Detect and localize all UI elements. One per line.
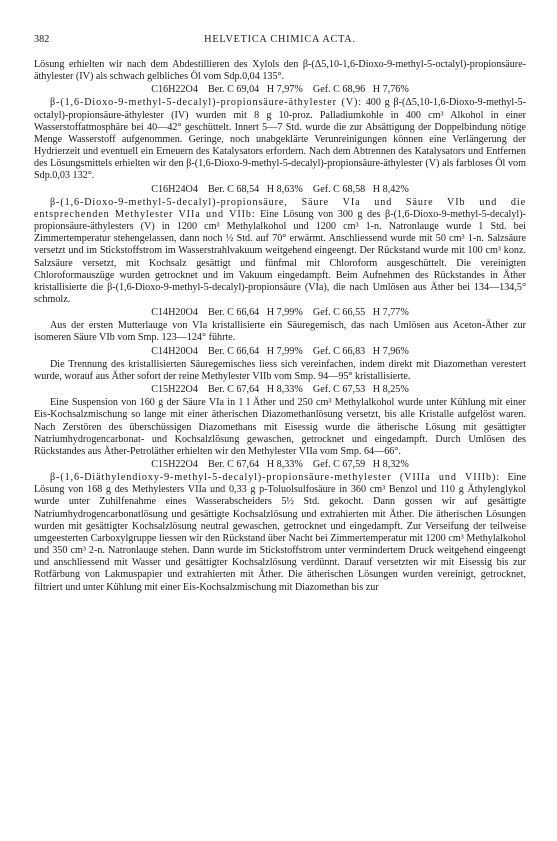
analysis-line: C15H22O4 Ber. C 67,64 H 8,33% Gef. C 67,59 H 8,32% [151, 459, 409, 470]
text-paragraph: Eine Suspension von 160 g der Säure VIa in 1 l Äther und 250 cm³ Methylalkohol wurde unter Kühlung mit einer Eis-Kochsalzmischung so lange mit einer ätherischen Diazomethanlösung versetzt, bis alle Kristalle aufgelöst waren. Nach Zerstören des überschüssigen Diazomethans mit Eisessig wurde die ätherische Lösung mit gesättigter Natriumhydrogencarbonat- und Kochsalzlösung gewaschen, getrocknet und eingedampft. Durch Umlösen des Rückstandes aus Äther-Petroläther erhielten wir den Methylester VIIa vom Smp. 64—66°. [34, 397, 526, 457]
journal-title: HELVETICA CHIMICA ACTA. [204, 34, 356, 45]
running-header [34, 34, 526, 48]
paragraph-text: Eine Lösung von 168 g des Methylesters VIIa und 0,33 g p-Toluolsulfosäure in 360 cm³ Benzol und 110 g Äthylenglykol wurde unter Zuhilfenahme eines Wasserabscheiders 5½ Std. gekocht. Dann gossen wir auf gesättigte Natriumhydrogencarbonatlösung und gesättigte Kochsalzlösung und extrahierten mit Äther. Die ätherischen Lösungen wurden mit gesättigter Kochsalzlösung neutral gewaschen, getrocknet und eingedampft. Zur Verseifung der teilweise umgeesterten Carboxylgruppe liessen wir den Rückstand über Nacht bei Zimmertemperatur mit 1200 cm³ Methylalkohol und 350 cm³ 2-n. Natronlauge stehen. Dann wurde im Stickstoffstrom unter vermindertem Druck weitgehend eingeengt und anschliessend mit Wasser und gesättigter Kochsalzlösung verdünnt. Darauf versetzten wir mit Eisessig bis zur Rotfärbung von Lakmuspapier und extrahierten mit Äther. Die ätherischen Lösungen wurden vereinigt, getrocknet, filtriert und unter Kühlung mit einer Eis-Kochsalzmischung mit Diazomethan bis zur [34, 472, 526, 593]
compound-heading: β-(1,6-Diäthylendioxy-9-methyl-5-decalyl)-propionsäure-methylester (VIIIa und VIIIb): [50, 472, 500, 484]
procedure-paragraph [34, 197, 526, 306]
analysis-line: C15H22O4 Ber. C 67,64 H 8,33% Gef. C 67,53 H 8,25% [151, 384, 409, 396]
text-paragraph: Lösung erhielten wir nach dem Abdestillieren des Xylols den β-(Δ5,10-1,6-Dioxo-9-methyl-5-octalyl)-propionsäure-äthylester (IV) als schwach gelbliches Öl vom Sdp.0,04 135°. [34, 59, 526, 83]
article-body [34, 59, 526, 594]
paragraph-text: 400 g β-(Δ5,10-1,6-Dioxo-9-methyl-5-octalyl)-propionsäure-äthylester (IV) wurden mit 8 g 10-proz. Palladiumkohle in 400 cm³ Alkohol in einer Wasserstoffatmosphäre bei 40—42° geschüttelt. Innert 5—7 Std. wurde die zur Absättigung der Doppelbindung nötige Menge Wasserstoff aufgenommen. Geringe, noch unabgeklärte Verunreinigungen können eine Verlängerung der Hydrierzeit und eventuell ein Erneuern des Katalysators erfordern. Nach dem Abtrennen des Katalysators und Entfernen des Lösungsmittels erhielten wir den β-(1,6-Dioxo-9-methyl-5-decalyl)-propionsäure-äthylester (V) als farbloses Öl vom Sdp.0,03 132°. [34, 97, 526, 182]
procedure-paragraph [34, 472, 526, 594]
procedure-paragraph [34, 97, 526, 182]
analysis-line: C16H24O4 Ber. C 68,54 H 8,63% Gef. C 68,58 H 8,42% [151, 183, 409, 195]
journal-page [34, 34, 526, 594]
compound-heading: β-(1,6-Dioxo-9-methyl-5-decalyl)-propionsäure, Säure VIa und Säure VIb und die entsprechenden Methylester VIIa und VIIb: [34, 196, 526, 220]
analysis-line: C14H20O4 Ber. C 66,64 H 7,99% Gef. C 66,55 H 7,77% [151, 307, 409, 319]
text-paragraph: Die Trennung des kristallisierten Säuregemisches liess sich vereinfachen, indem direkt mit Diazomethan verestert wurde, worauf aus Äther sofort der reine Methylester VIIb vom Smp. 94—95° kristallisierte. [34, 358, 526, 382]
analysis-line: C14H20O4 Ber. C 66,64 H 7,99% Gef. C 66,83 H 7,96% [151, 345, 409, 357]
text-paragraph: Aus der ersten Mutterlauge von VIa kristallisierte ein Säuregemisch, das nach Umlösen aus Aceton-Äther zur isomeren Säure VIb vom Smp. 123—124° führte. [34, 320, 526, 344]
paragraph-text: Eine Lösung von 300 g des β-(1,6-Dioxo-9-methyl-5-decalyl)-propionsäure-äthylesters (V) in 1200 cm³ Methylalkohol und 1200 cm³ 1-n. Natronlauge wurde 1 Std. bei Zimmertemperatur stehengelassen, dann noch ½ Std. auf 70° erwärmt. Anschliessend wurde mit 50 cm³ 1-n. Salzsäure versetzt und im Stickstoffstrom im Wasserstrahlvakuum weitgehend eingeengt. Der Rückstand wurde mit 100 cm³ konz. Salzsäure versetzt, mit Kochsalz gesättigt und fünfmal mit Chloroform ausgeschüttelt. Die vereinigten Chloroformauszüge wurden getrocknet und im Vakuum eingedampft. Beim Aufnehmen des Rückstandes in Äther kristallisierte die β-(1,6-Dioxo-9-methyl-5-decalyl)-propionsäure (VIa), die nach Umlösen aus Äther bei 134—134,5° schmolz. [34, 208, 526, 305]
page-number: 382 [34, 34, 50, 45]
analysis-line: C16H22O4 Ber. C 69,04 H 7,97% Gef. C 68,96 H 7,76% [151, 84, 409, 96]
compound-heading: β-(1,6-Dioxo-9-methyl-5-decalyl)-propionsäure-äthylester (V): [50, 97, 363, 109]
